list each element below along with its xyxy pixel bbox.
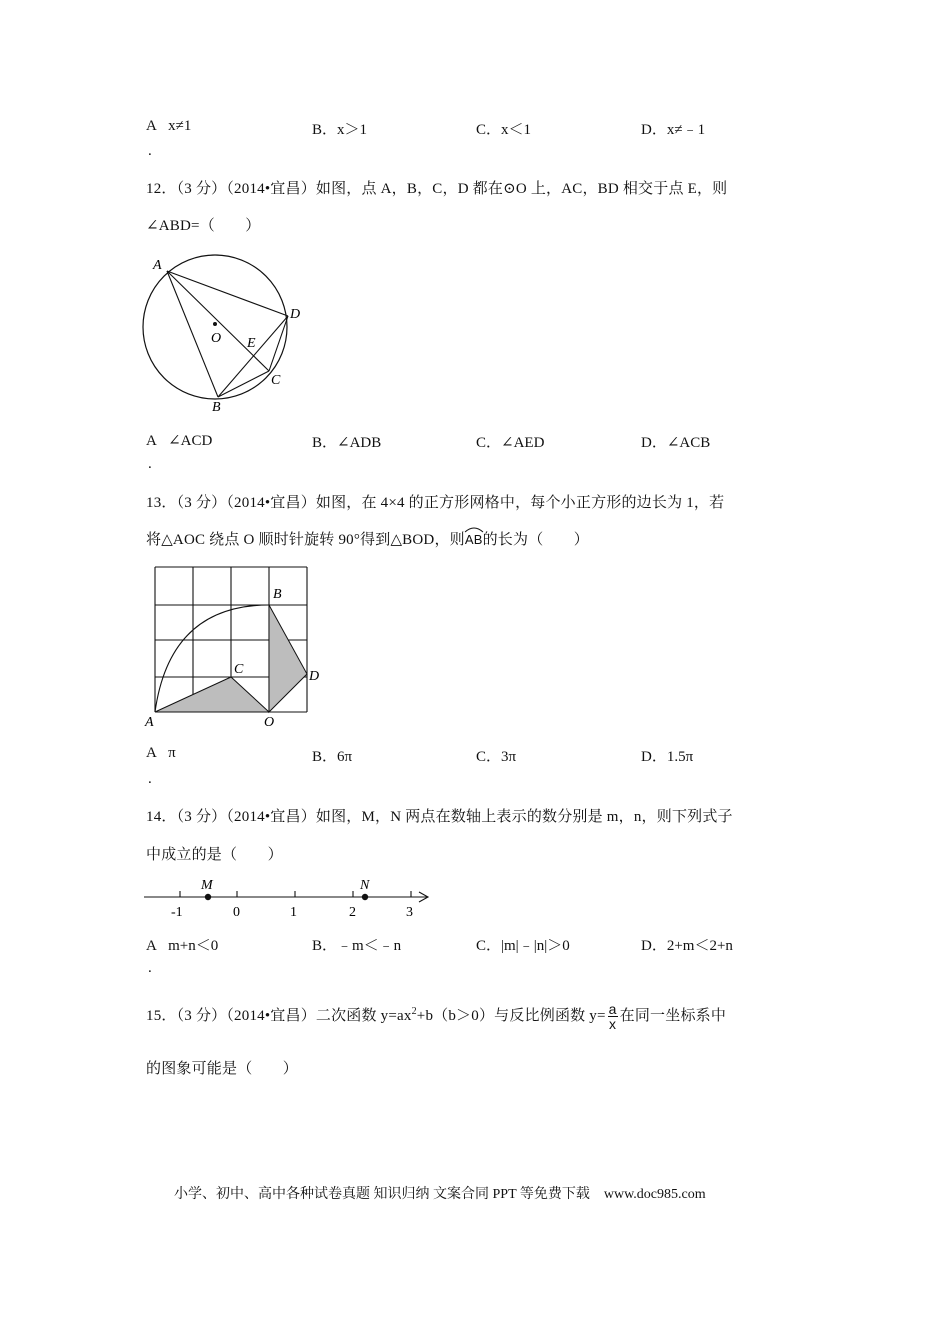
tick-label: 2 (349, 905, 356, 920)
q12-option-b: B．∠ADB (312, 435, 382, 451)
page-footer: 小学、初中、高中各种试卷真题 知识归纳 文案合同 PPT 等免费下载 www.doc985.com (174, 1187, 706, 1202)
q12-option-a: A ∠ACD (146, 433, 213, 449)
q15-stem-line2: 的图象可能是（ ） (146, 1061, 299, 1077)
arc-ab-symbol: AB (465, 532, 483, 549)
q13-option-d: D．1.5π (641, 749, 694, 765)
q15-stem-line1: 15．（3 分）（2014•宜昌）二次函数 $y=ax^2+b(b>0)$与反比例函数 y= $\frac{a}{x}$ 在同一坐标系中 (146, 1001, 727, 1032)
q11-dot: . (148, 143, 152, 159)
label-c: C (234, 662, 244, 677)
chord-ad (167, 271, 288, 316)
label-c: C (271, 373, 281, 388)
q14-dot: . (148, 960, 152, 976)
q12-option-d: D．∠ACB (641, 435, 711, 451)
tick-label: 1 (290, 905, 297, 920)
q12-option-c: C．∠AED (476, 435, 545, 451)
q13-option-a: A π (146, 745, 176, 761)
q14-option-b: B．﹣m＜﹣n (312, 938, 402, 954)
fraction-a-over-x: $\frac{a}{x}$ (608, 1001, 617, 1032)
q13-stem-line2: 将△AOC 绕点 O 顺时针旋转 90°得到△BOD，则 AB的长为（ ） (146, 528, 589, 549)
label-n: N (360, 878, 370, 893)
q13-option-b: B．6π (312, 749, 353, 765)
point-n (362, 894, 368, 900)
triangle-aoc (155, 677, 269, 712)
q13-dot: . (148, 771, 152, 787)
label-a: A (153, 258, 162, 273)
q12-stem-line2: ∠ABD=（ ） (146, 218, 261, 234)
q12-circle-figure (140, 250, 310, 418)
q14-stem-line2: 中成立的是（ ） (146, 847, 283, 863)
q14-stem-line1: 14．（3 分）（2014•宜昌）如图，M，N 两点在数轴上表示的数分别是 m，n，则下列式子 (146, 809, 733, 825)
q11-option-c: C．x＜1 (476, 122, 532, 138)
q12-stem-line1: 12．（3 分）（2014•宜昌）如图，点 A，B，C，D 都在⊙O 上，AC，BD 相交于点 E，则 (146, 181, 728, 197)
label-d: D (309, 669, 320, 684)
q14-option-a: A m+n＜0 (146, 938, 219, 954)
q11-option-d: D．x≠﹣1 (641, 122, 706, 138)
q14-number-line (140, 872, 440, 924)
label-b: B (273, 587, 282, 602)
q11-option-b: B．x＞1 (312, 122, 368, 138)
q14-option-c: C．|m|﹣|n|＞0 (476, 938, 570, 954)
triangle-bod (269, 605, 307, 712)
label-o: O (211, 331, 222, 346)
label-m: M (201, 878, 213, 893)
label-a: A (145, 715, 154, 730)
tick-label: 0 (233, 905, 240, 920)
q13-grid-figure (140, 560, 330, 735)
point-m (205, 894, 211, 900)
label-e: E (247, 336, 256, 351)
circle-o (143, 255, 287, 399)
q14-option-d: D．2+m＜2+n (641, 938, 733, 954)
label-d: D (290, 307, 301, 322)
q13-option-c: C．3π (476, 749, 517, 765)
tick-label: -1 (171, 905, 183, 920)
center-point-o (213, 322, 217, 326)
label-o: O (264, 715, 275, 730)
q13-stem-line1: 13．（3 分）（2014•宜昌）如图，在 4×4 的正方形网格中，每个小正方形的边长为 1，若 (146, 495, 725, 511)
q11-option-a: A x≠1 (146, 118, 192, 134)
tick-label: 3 (406, 905, 413, 920)
label-b: B (212, 400, 221, 415)
q12-dot: . (148, 456, 152, 472)
